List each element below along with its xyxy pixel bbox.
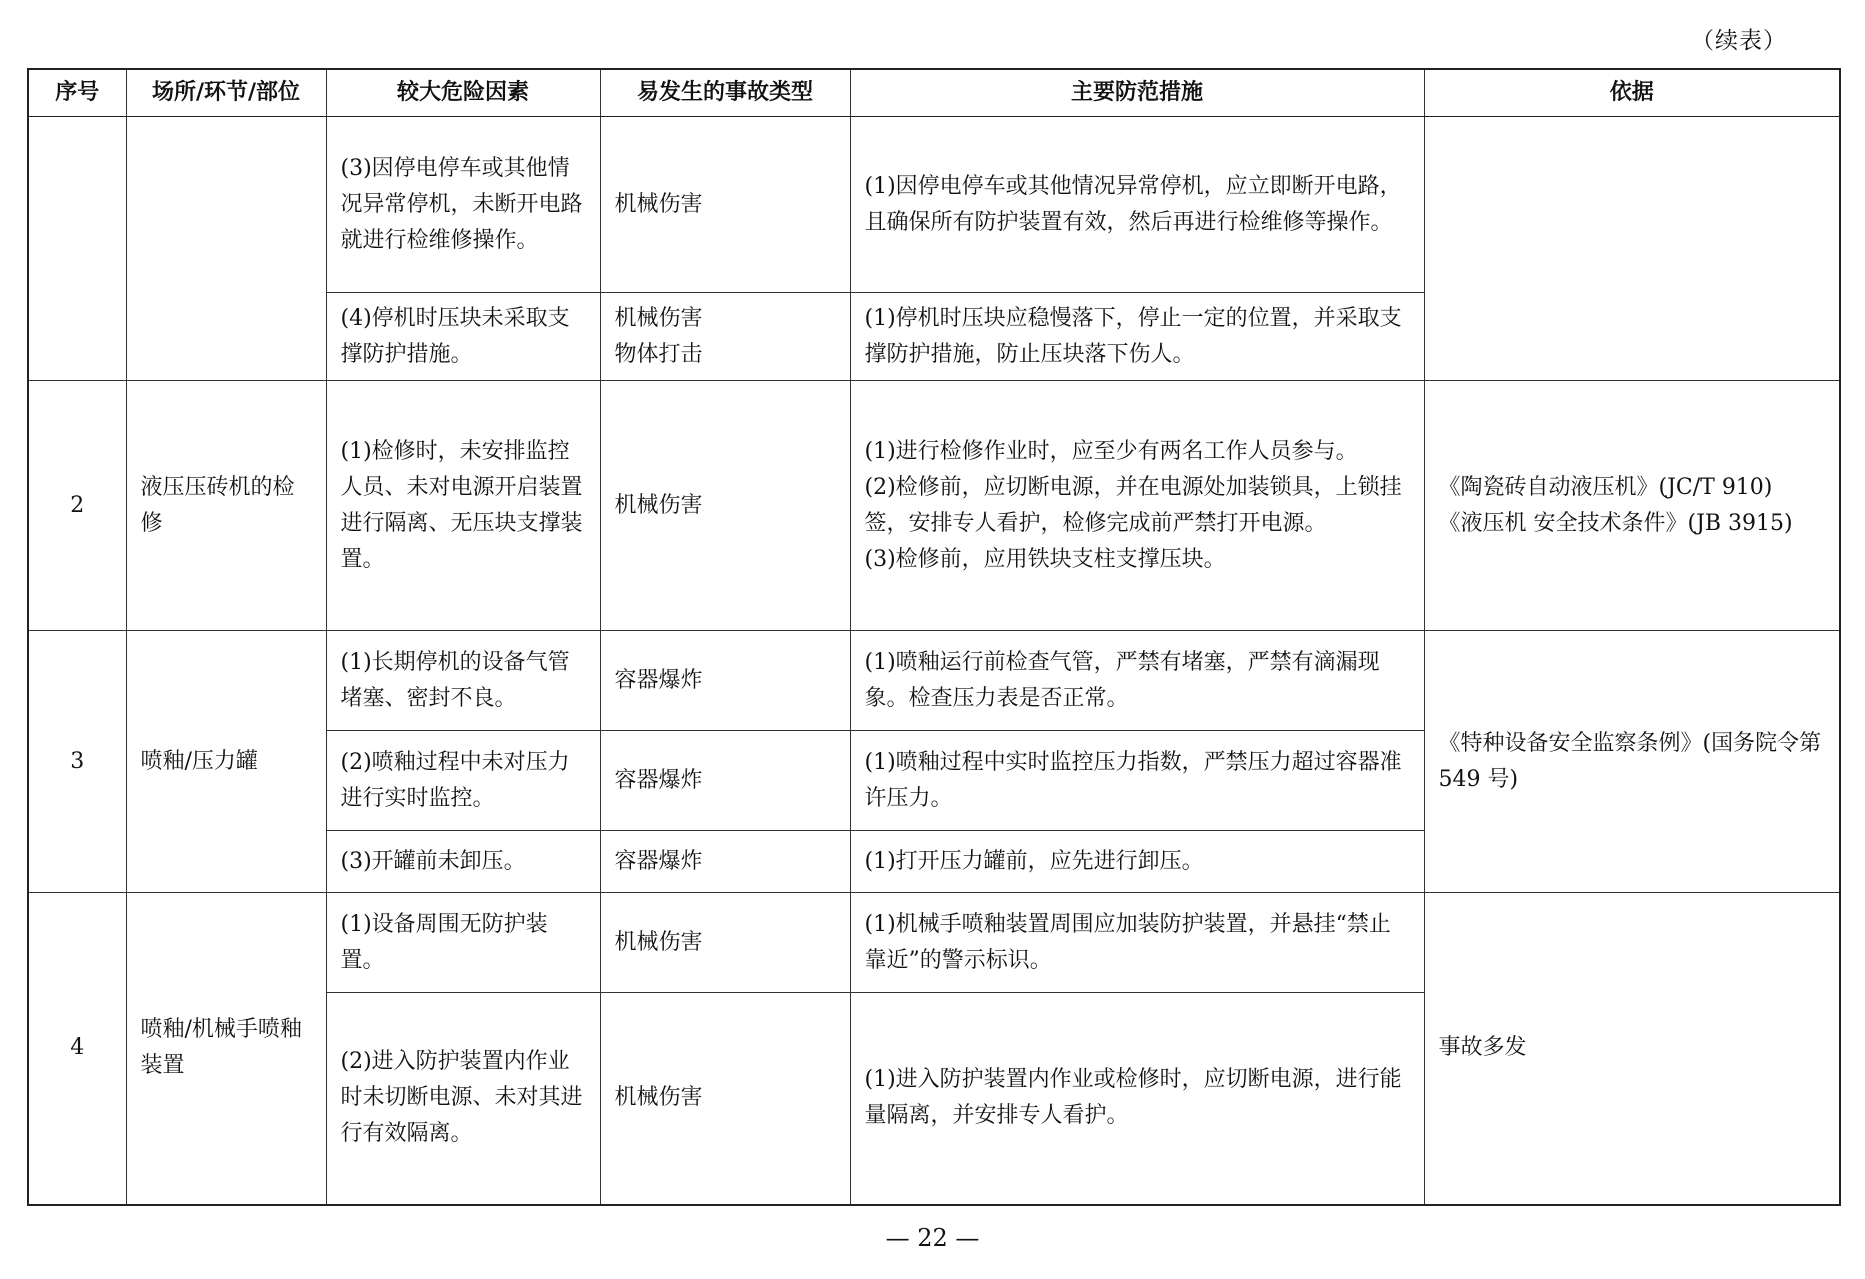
- header-accident: 易发生的事故类型: [600, 69, 850, 117]
- cell-accident: 机械伤害: [600, 381, 850, 631]
- measure-item: (1)停机时压块应稳慢落下，停止一定的位置，并采取支撑防护措施，防止压块落下伤人。: [864, 305, 1402, 367]
- continued-label: （续表）: [1691, 28, 1787, 54]
- header-basis: 依据: [1424, 69, 1840, 117]
- cell-hazard: (2)进入防护装置内作业时未切断电源、未对其进行有效隔离。: [326, 993, 600, 1205]
- header-no: 序号: [28, 69, 126, 117]
- cell-basis: [1424, 117, 1840, 381]
- measure-item: (1)进入防护装置内作业或检修时，应切断电源，进行能量隔离，并安排专人看护。: [864, 1067, 1402, 1129]
- measure-item: (1)喷釉过程中实时监控压力指数，严禁压力超过容器准许压力。: [864, 749, 1402, 811]
- cell-accident: 容器爆炸: [600, 731, 850, 831]
- measure-item: (1)进行检修作业时，应至少有两名工作人员参与。: [864, 438, 1358, 464]
- cell-accident: 机械伤害: [600, 117, 850, 293]
- cell-basis: 事故多发: [1424, 893, 1840, 1205]
- cell-measures: [850, 381, 1424, 631]
- measure-item: (3)检修前，应用铁块支柱支撑压块。: [864, 546, 1226, 572]
- cell-no: 3: [28, 631, 126, 893]
- cell-basis: 《特种设备安全监察条例》(国务院令第 549 号): [1424, 631, 1840, 893]
- cell-hazard: (1)长期停机的设备气管堵塞、密封不良。: [326, 631, 600, 731]
- cell-measures: [850, 993, 1424, 1205]
- cell-hazard: (1)设备周围无防护装置。: [326, 893, 600, 993]
- table-row: [28, 117, 1840, 293]
- cell-no: 2: [28, 381, 126, 631]
- cell-measures: [850, 293, 1424, 381]
- cell-hazard: (3)开罐前未卸压。: [326, 831, 600, 893]
- table-header-row: [28, 69, 1840, 117]
- header-measures: 主要防范措施: [850, 69, 1424, 117]
- measure-item: (1)喷釉运行前检查气管，严禁有堵塞，严禁有滴漏现象。检查压力表是否正常。: [864, 649, 1380, 711]
- page-number: — 22 —: [885, 1224, 980, 1252]
- table-row: [28, 381, 1840, 631]
- cell-hazard: (4)停机时压块未采取支撑防护措施。: [326, 293, 600, 381]
- cell-no: 4: [28, 893, 126, 1205]
- measure-item: (2)检修前，应切断电源，并在电源处加装锁具，上锁挂签，安排专人看护，检修完成前严禁打开电源。: [864, 474, 1402, 536]
- table-row: [28, 631, 1840, 731]
- cell-measures: [850, 831, 1424, 893]
- header-hazard: 较大危险因素: [326, 69, 600, 117]
- cell-accident: 机械伤害: [600, 993, 850, 1205]
- cell-accident: 容器爆炸: [600, 631, 850, 731]
- cell-place: 液压压砖机的检修: [126, 381, 326, 631]
- cell-no: [28, 117, 126, 381]
- cell-accident: 容器爆炸: [600, 831, 850, 893]
- measure-item: (1)机械手喷釉装置周围应加装防护装置，并悬挂“禁止靠近”的警示标识。: [864, 911, 1391, 973]
- table-row: [28, 893, 1840, 993]
- cell-place: 喷釉/压力罐: [126, 631, 326, 893]
- cell-place: 喷釉/机械手喷釉装置: [126, 893, 326, 1205]
- measure-item: (1)打开压力罐前，应先进行卸压。: [864, 848, 1204, 874]
- cell-accident: 机械伤害 物体打击: [600, 293, 850, 381]
- cell-measures: [850, 117, 1424, 293]
- cell-measures: [850, 631, 1424, 731]
- cell-hazard: (3)因停电停车或其他情况异常停机，未断开电路就进行检维修操作。: [326, 117, 600, 293]
- cell-hazard: (1)检修时，未安排监控人员、未对电源开启装置进行隔离、无压块支撑装置。: [326, 381, 600, 631]
- cell-accident: 机械伤害: [600, 893, 850, 993]
- risk-table: [27, 68, 1841, 1206]
- cell-basis: 《陶瓷砖自动液压机》(JC/T 910) 《液压机 安全技术条件》(JB 3915): [1424, 381, 1840, 631]
- cell-measures: [850, 893, 1424, 993]
- measure-item: (1)因停电停车或其他情况异常停机，应立即断开电路，且确保所有防护装置有效，然后再进行检维修等操作。: [864, 173, 1402, 235]
- cell-place: [126, 117, 326, 381]
- cell-measures: [850, 731, 1424, 831]
- header-place: 场所/环节/部位: [126, 69, 326, 117]
- cell-hazard: (2)喷釉过程中未对压力进行实时监控。: [326, 731, 600, 831]
